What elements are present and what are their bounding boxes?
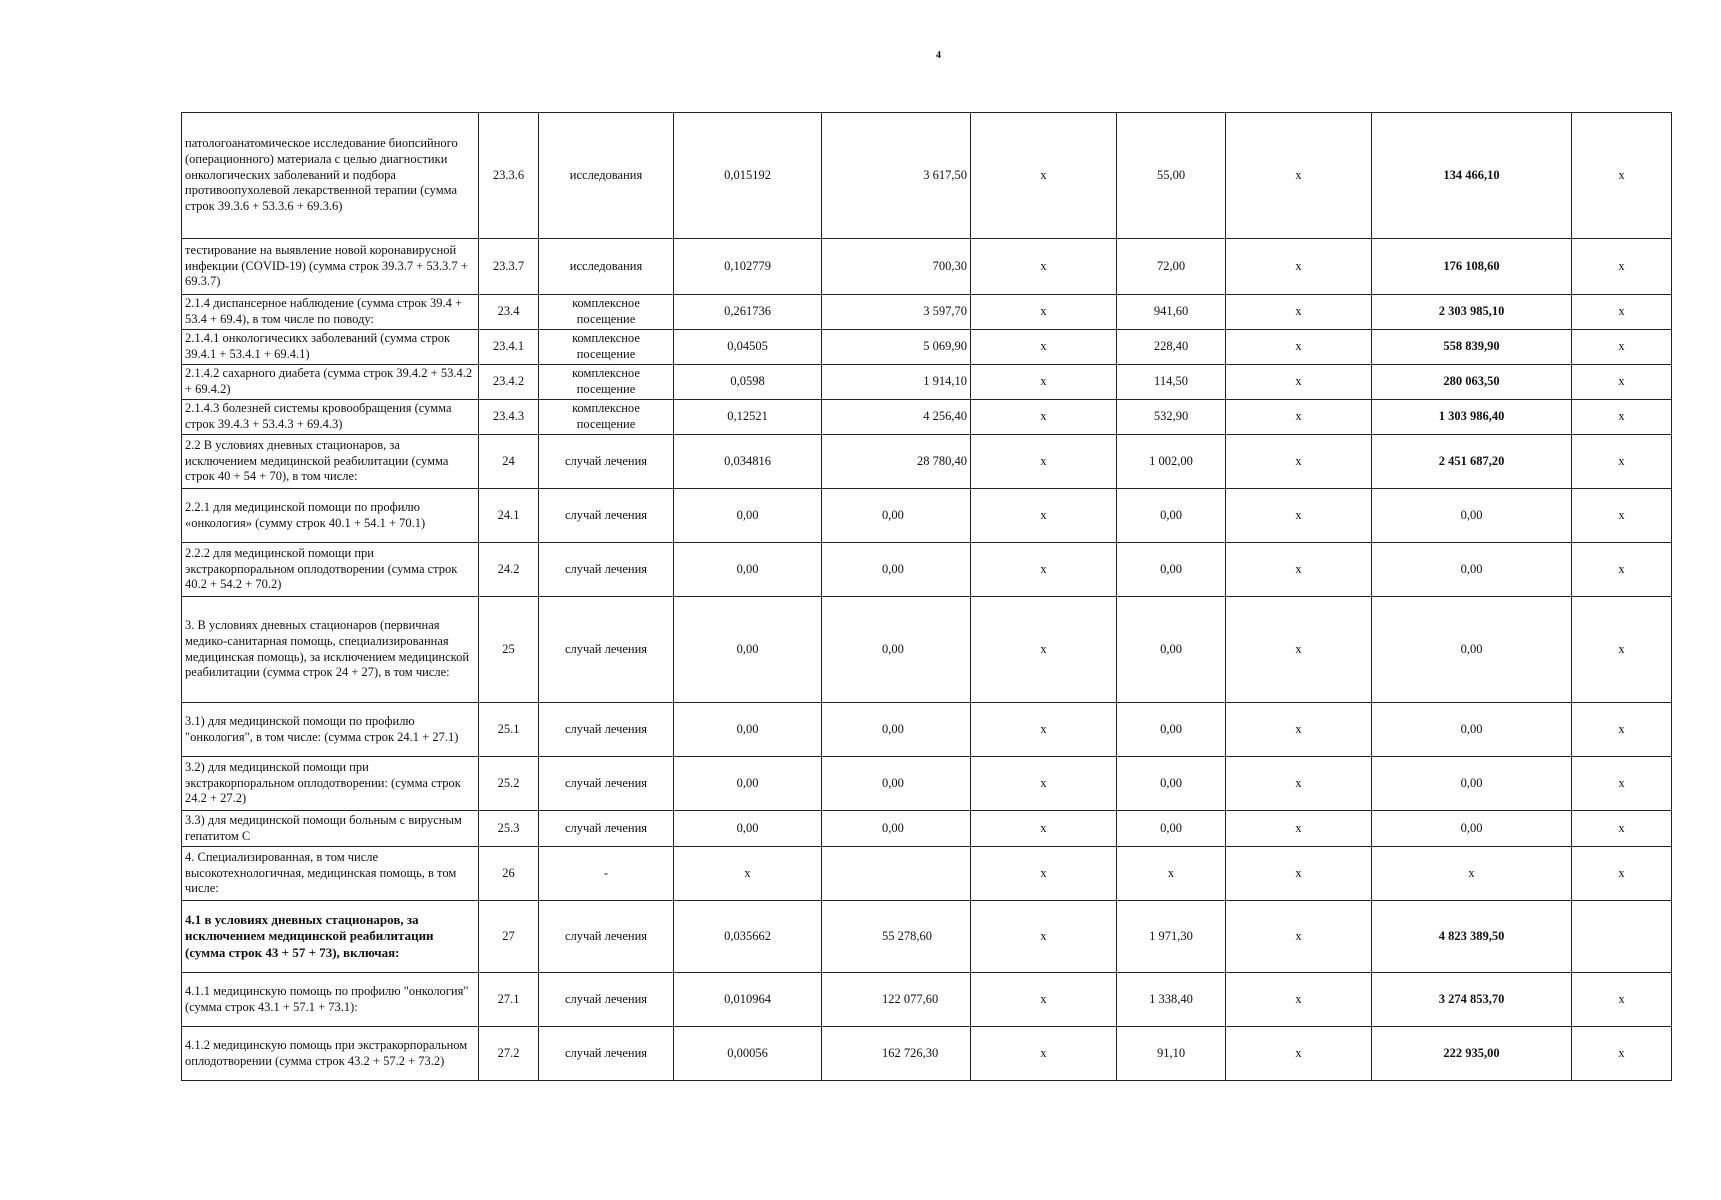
- row-cost-norm: 0,00: [822, 543, 971, 597]
- row-volume-norm: 0,034816: [674, 435, 822, 489]
- table-row: [182, 973, 1672, 1027]
- row-per-capita: 1 971,30: [1117, 901, 1226, 973]
- row-line-number: 23.4: [479, 295, 539, 330]
- row-volume-norm: 0,035662: [674, 901, 822, 973]
- row-cost-norm: 3 597,70: [822, 295, 971, 330]
- row-line-number: 24: [479, 435, 539, 489]
- row-total: 176 108,60: [1372, 239, 1572, 295]
- table-row: [182, 435, 1672, 489]
- row-line-number: 23.3.7: [479, 239, 539, 295]
- row-line-number: 25.1: [479, 703, 539, 757]
- row-cost-norm: 700,30: [822, 239, 971, 295]
- row-col8: х: [1226, 400, 1372, 435]
- row-col6: х: [971, 400, 1117, 435]
- row-total: 0,00: [1372, 703, 1572, 757]
- row-col6: х: [971, 597, 1117, 703]
- row-description: 2.2.1 для медицинской помощи по профилю «онкология» (сумму строк 40.1 + 54.1 + 70.1): [182, 489, 479, 543]
- row-description: 3.1) для медицинской помощи по профилю "онкология", в том числе: (сумма строк 24.1 + 27.1): [182, 703, 479, 757]
- row-col10: х: [1572, 543, 1672, 597]
- row-line-number: 27.2: [479, 1027, 539, 1081]
- row-total: 1 303 986,40: [1372, 400, 1572, 435]
- tariff-table: [181, 112, 1672, 1081]
- table-row: [182, 757, 1672, 811]
- row-col8: х: [1226, 295, 1372, 330]
- row-col8: х: [1226, 543, 1372, 597]
- table-row: [182, 1027, 1672, 1081]
- table-row: [182, 400, 1672, 435]
- row-col10: х: [1572, 113, 1672, 239]
- row-volume-norm: х: [674, 847, 822, 901]
- row-volume-norm: 0,261736: [674, 295, 822, 330]
- table-row: [182, 901, 1672, 973]
- row-col6: х: [971, 757, 1117, 811]
- row-col8: х: [1226, 435, 1372, 489]
- row-cost-norm: 0,00: [822, 757, 971, 811]
- row-col8: х: [1226, 811, 1372, 847]
- row-description: патологоанатомическое исследование биопсийного (операционного) материала с целью диагностики онкологических заболеваний и подбора противоопухолевой лекарственной терапии (сумма строк 39.3.6 + 53.3.6 + 69.3.6): [182, 113, 479, 239]
- row-col8: х: [1226, 365, 1372, 400]
- row-line-number: 24.1: [479, 489, 539, 543]
- row-col10: [1572, 901, 1672, 973]
- row-unit: случай лечения: [539, 489, 674, 543]
- row-line-number: 25: [479, 597, 539, 703]
- row-col10: х: [1572, 703, 1672, 757]
- row-per-capita: 1 338,40: [1117, 973, 1226, 1027]
- table-body: [182, 113, 1672, 1081]
- row-col10: х: [1572, 1027, 1672, 1081]
- row-per-capita: 114,50: [1117, 365, 1226, 400]
- row-total: 558 839,90: [1372, 330, 1572, 365]
- row-total: 134 466,10: [1372, 113, 1572, 239]
- row-col10: х: [1572, 435, 1672, 489]
- row-volume-norm: 0,04505: [674, 330, 822, 365]
- row-unit: случай лечения: [539, 703, 674, 757]
- row-per-capita: 55,00: [1117, 113, 1226, 239]
- row-description: 2.1.4 диспансерное наблюдение (сумма строк 39.4 + 53.4 + 69.4), в том числе по поводу:: [182, 295, 479, 330]
- row-per-capita: 0,00: [1117, 543, 1226, 597]
- row-unit: комплексное посещение: [539, 365, 674, 400]
- row-description: 4.1.1 медицинскую помощь по профилю "онкология" (сумма строк 43.1 + 57.1 + 73.1):: [182, 973, 479, 1027]
- table-row: [182, 489, 1672, 543]
- row-total: 3 274 853,70: [1372, 973, 1572, 1027]
- row-description: 4. Специализированная, в том числе высокотехнологичная, медицинская помощь, в том числе:: [182, 847, 479, 901]
- row-total: 222 935,00: [1372, 1027, 1572, 1081]
- table-row: [182, 597, 1672, 703]
- row-line-number: 25.3: [479, 811, 539, 847]
- row-description: 2.2 В условиях дневных стационаров, за исключением медицинской реабилитации (сумма строк 40 + 54 + 70), в том числе:: [182, 435, 479, 489]
- row-total: 0,00: [1372, 543, 1572, 597]
- row-unit: случай лечения: [539, 435, 674, 489]
- row-col10: х: [1572, 295, 1672, 330]
- row-col8: х: [1226, 703, 1372, 757]
- row-volume-norm: 0,00: [674, 757, 822, 811]
- row-unit: комплексное посещение: [539, 400, 674, 435]
- row-per-capita: 228,40: [1117, 330, 1226, 365]
- row-col8: х: [1226, 239, 1372, 295]
- row-col10: х: [1572, 757, 1672, 811]
- row-unit: исследования: [539, 239, 674, 295]
- row-description: 3.2) для медицинской помощи при экстракорпоральном оплодотворении: (сумма строк 24.2 + 27.2): [182, 757, 479, 811]
- row-volume-norm: 0,015192: [674, 113, 822, 239]
- row-unit: случай лечения: [539, 973, 674, 1027]
- row-per-capita: 0,00: [1117, 597, 1226, 703]
- row-cost-norm: 1 914,10: [822, 365, 971, 400]
- row-volume-norm: 0,0598: [674, 365, 822, 400]
- row-unit: случай лечения: [539, 757, 674, 811]
- row-per-capita: 0,00: [1117, 811, 1226, 847]
- row-volume-norm: 0,010964: [674, 973, 822, 1027]
- row-col8: х: [1226, 113, 1372, 239]
- row-per-capita: 532,90: [1117, 400, 1226, 435]
- row-total: 2 451 687,20: [1372, 435, 1572, 489]
- row-cost-norm: 3 617,50: [822, 113, 971, 239]
- row-col8: х: [1226, 757, 1372, 811]
- row-per-capita: 0,00: [1117, 489, 1226, 543]
- row-cost-norm: 4 256,40: [822, 400, 971, 435]
- row-per-capita: 0,00: [1117, 757, 1226, 811]
- row-col6: х: [971, 295, 1117, 330]
- table-row: [182, 239, 1672, 295]
- row-volume-norm: 0,12521: [674, 400, 822, 435]
- row-col10: х: [1572, 597, 1672, 703]
- row-volume-norm: 0,00056: [674, 1027, 822, 1081]
- row-cost-norm: 28 780,40: [822, 435, 971, 489]
- row-line-number: 27: [479, 901, 539, 973]
- row-unit: случай лечения: [539, 901, 674, 973]
- row-description: 3.3) для медицинской помощи больным с вирусным гепатитом С: [182, 811, 479, 847]
- table-row: [182, 543, 1672, 597]
- row-col10: х: [1572, 400, 1672, 435]
- row-col6: х: [971, 543, 1117, 597]
- row-description: 2.2.2 для медицинской помощи при экстракорпоральном оплодотворении (сумма строк 40.2 + 54.2 + 70.2): [182, 543, 479, 597]
- row-unit: случай лечения: [539, 597, 674, 703]
- row-unit: случай лечения: [539, 1027, 674, 1081]
- row-cost-norm: 0,00: [822, 811, 971, 847]
- row-description: 2.1.4.2 сахарного диабета (сумма строк 39.4.2 + 53.4.2 + 69.4.2): [182, 365, 479, 400]
- row-unit: исследования: [539, 113, 674, 239]
- row-volume-norm: 0,00: [674, 811, 822, 847]
- row-unit: случай лечения: [539, 811, 674, 847]
- row-col10: х: [1572, 847, 1672, 901]
- row-col8: х: [1226, 330, 1372, 365]
- row-line-number: 26: [479, 847, 539, 901]
- row-unit: комплексное посещение: [539, 330, 674, 365]
- row-col6: х: [971, 1027, 1117, 1081]
- row-per-capita: 941,60: [1117, 295, 1226, 330]
- row-total: х: [1372, 847, 1572, 901]
- row-col6: х: [971, 239, 1117, 295]
- row-col6: х: [971, 847, 1117, 901]
- row-col6: х: [971, 113, 1117, 239]
- row-col8: х: [1226, 597, 1372, 703]
- row-line-number: 25.2: [479, 757, 539, 811]
- row-unit: -: [539, 847, 674, 901]
- row-cost-norm: 0,00: [822, 703, 971, 757]
- row-unit: комплексное посещение: [539, 295, 674, 330]
- table-row: [182, 847, 1672, 901]
- row-description: 2.1.4.1 онкологичесикх заболеваний (сумма строк 39.4.1 + 53.4.1 + 69.4.1): [182, 330, 479, 365]
- row-total: 0,00: [1372, 597, 1572, 703]
- row-col6: х: [971, 489, 1117, 543]
- row-description: тестирование на выявление новой коронавирусной инфекции (COVID-19) (сумма строк 39.3.7 + 53.3.7 + 69.3.7): [182, 239, 479, 295]
- row-col10: х: [1572, 365, 1672, 400]
- row-col6: х: [971, 703, 1117, 757]
- row-volume-norm: 0,102779: [674, 239, 822, 295]
- row-line-number: 24.2: [479, 543, 539, 597]
- row-volume-norm: 0,00: [674, 597, 822, 703]
- row-col10: х: [1572, 489, 1672, 543]
- row-volume-norm: 0,00: [674, 703, 822, 757]
- row-col6: х: [971, 330, 1117, 365]
- row-cost-norm: 0,00: [822, 597, 971, 703]
- row-volume-norm: 0,00: [674, 543, 822, 597]
- row-per-capita: х: [1117, 847, 1226, 901]
- row-col6: х: [971, 365, 1117, 400]
- row-unit: случай лечения: [539, 543, 674, 597]
- table-row: [182, 811, 1672, 847]
- row-cost-norm: 0,00: [822, 489, 971, 543]
- row-line-number: 27.1: [479, 973, 539, 1027]
- row-description: 3. В условиях дневных стационаров (первичная медико-санитарная помощь, специализированная медицинская помощь), за исключением медицинской реабилитации (сумма строк 24 + 27), в том числе:: [182, 597, 479, 703]
- row-per-capita: 72,00: [1117, 239, 1226, 295]
- row-cost-norm: 162 726,30: [822, 1027, 971, 1081]
- table-row: [182, 703, 1672, 757]
- row-col8: х: [1226, 847, 1372, 901]
- row-cost-norm: 122 077,60: [822, 973, 971, 1027]
- row-per-capita: 91,10: [1117, 1027, 1226, 1081]
- row-description: 4.1.2 медицинскую помощь при экстракорпоральном оплодотворении (сумма строк 43.2 + 57.2 + 73.2): [182, 1027, 479, 1081]
- row-total: 0,00: [1372, 811, 1572, 847]
- row-total: 4 823 389,50: [1372, 901, 1572, 973]
- row-description: 4.1 в условиях дневных стационаров, за исключением медицинской реабилитации (сумма строк 43 + 57 + 73), включая:: [182, 901, 479, 973]
- row-col10: х: [1572, 811, 1672, 847]
- row-per-capita: 0,00: [1117, 703, 1226, 757]
- row-col6: х: [971, 811, 1117, 847]
- tariff-table-container: [181, 112, 1671, 1081]
- row-total: 2 303 985,10: [1372, 295, 1572, 330]
- row-col10: х: [1572, 973, 1672, 1027]
- row-cost-norm: 5 069,90: [822, 330, 971, 365]
- row-line-number: 23.4.3: [479, 400, 539, 435]
- row-col6: х: [971, 901, 1117, 973]
- row-col10: х: [1572, 330, 1672, 365]
- row-col6: х: [971, 435, 1117, 489]
- row-per-capita: 1 002,00: [1117, 435, 1226, 489]
- row-total: 280 063,50: [1372, 365, 1572, 400]
- row-col8: х: [1226, 973, 1372, 1027]
- row-total: 0,00: [1372, 757, 1572, 811]
- row-col8: х: [1226, 901, 1372, 973]
- row-total: 0,00: [1372, 489, 1572, 543]
- table-row: [182, 365, 1672, 400]
- row-line-number: 23.3.6: [479, 113, 539, 239]
- row-volume-norm: 0,00: [674, 489, 822, 543]
- table-row: [182, 330, 1672, 365]
- table-row: [182, 113, 1672, 239]
- row-line-number: 23.4.2: [479, 365, 539, 400]
- row-col8: х: [1226, 489, 1372, 543]
- row-col10: х: [1572, 239, 1672, 295]
- table-row: [182, 295, 1672, 330]
- row-col6: х: [971, 973, 1117, 1027]
- page-number: 4: [936, 50, 941, 61]
- row-description: 2.1.4.3 болезней системы кровообращения (сумма строк 39.4.3 + 53.4.3 + 69.4.3): [182, 400, 479, 435]
- row-cost-norm: [822, 847, 971, 901]
- row-cost-norm: 55 278,60: [822, 901, 971, 973]
- row-line-number: 23.4.1: [479, 330, 539, 365]
- row-col8: х: [1226, 1027, 1372, 1081]
